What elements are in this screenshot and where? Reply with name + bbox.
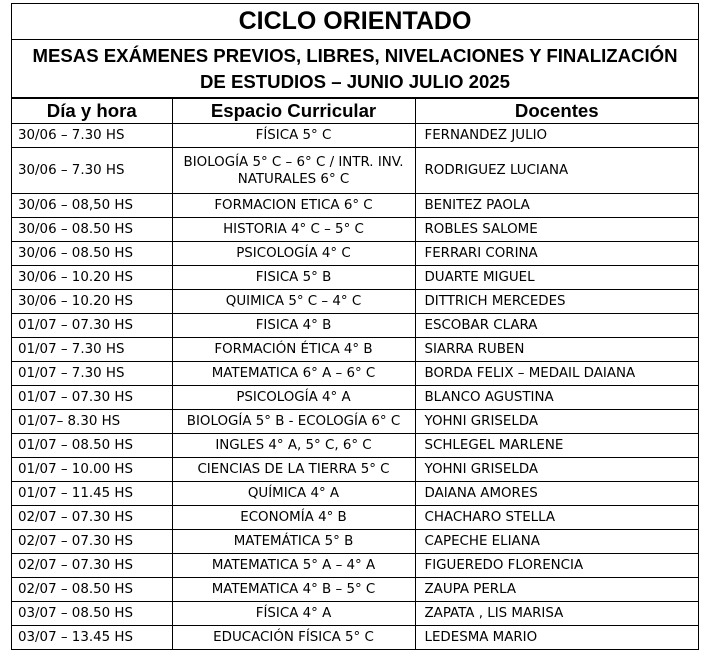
cell-subject: INGLES 4° A, 5° C, 6° C [172,434,415,458]
table-row [12,362,698,386]
table-row [12,290,698,314]
cell-teacher: ROBLES SALOME [415,218,698,242]
cell-teacher: RODRIGUEZ LUCIANA [415,148,698,194]
cell-teacher: FERNANDEZ JULIO [415,124,698,148]
cell-date-time: 30/06 – 7.30 HS [12,148,172,194]
cell-date-time: 01/07 – 07.30 HS [12,314,172,338]
cell-date-time: 30/06 – 10.20 HS [12,290,172,314]
table-row [12,554,698,578]
table-row [12,410,698,434]
cell-subject: MATEMATICA 5° A – 4° A [172,554,415,578]
cell-teacher: SIARRA RUBEN [415,338,698,362]
table-row [12,482,698,506]
cell-date-time: 03/07 – 13.45 HS [12,626,172,650]
cell-teacher: DUARTE MIGUEL [415,266,698,290]
cell-subject: PSICOLOGÍA 4° A [172,386,415,410]
cell-date-time: 01/07– 8.30 HS [12,410,172,434]
cell-date-time: 01/07 – 07.30 HS [12,386,172,410]
cell-subject: PSICOLOGÍA 4° C [172,242,415,266]
cell-subject: MATEMATICA 4° B – 5° C [172,578,415,602]
header-teachers: Docentes [415,99,698,124]
cell-date-time: 30/06 – 7.30 HS [12,124,172,148]
cell-teacher: SCHLEGEL MARLENE [415,434,698,458]
cell-teacher: YOHNI GRISELDA [415,410,698,434]
table-row [12,124,698,148]
cell-subject: FISICA 4° B [172,314,415,338]
table-row [12,194,698,218]
cell-teacher: DAIANA AMORES [415,482,698,506]
cell-teacher: FIGUEREDO FLORENCIA [415,554,698,578]
cell-subject: QUIMICA 5° C – 4° C [172,290,415,314]
cell-teacher: CHACHARO STELLA [415,506,698,530]
cell-subject: FORMACION ETICA 6° C [172,194,415,218]
cell-subject: BIOLOGÍA 5° C – 6° C / INTR. INV. NATURALES 6° C [172,148,415,194]
table-row [12,338,698,362]
page-title: CICLO ORIENTADO [12,4,698,40]
subtitle-line-1: MESAS EXÁMENES PREVIOS, LIBRES, NIVELACIONES Y FINALIZACIÓN [32,45,678,66]
cell-subject: FORMACIÓN ÉTICA 4° B [172,338,415,362]
cell-teacher: YOHNI GRISELDA [415,458,698,482]
cell-date-time: 01/07 – 7.30 HS [12,362,172,386]
table-body [12,124,698,650]
header-date-time: Día y hora [12,99,172,124]
cell-subject: QUÍMICA 4° A [172,482,415,506]
table-row [12,314,698,338]
header-subject: Espacio Curricular [172,99,415,124]
cell-date-time: 30/06 – 10.20 HS [12,266,172,290]
cell-date-time: 03/07 – 08.50 HS [12,602,172,626]
cell-teacher: CAPECHE ELIANA [415,530,698,554]
cell-subject: EDUCACIÓN FÍSICA 5° C [172,626,415,650]
table-row [12,458,698,482]
cell-teacher: ZAUPA PERLA [415,578,698,602]
table-row [12,602,698,626]
cell-date-time: 30/06 – 08.50 HS [12,242,172,266]
table-row [12,242,698,266]
table-row [12,626,698,650]
cell-subject: HISTORIA 4° C – 5° C [172,218,415,242]
table-row [12,578,698,602]
cell-date-time: 02/07 – 07.30 HS [12,530,172,554]
cell-teacher: LEDESMA MARIO [415,626,698,650]
cell-date-time: 01/07 – 11.45 HS [12,482,172,506]
cell-teacher: DITTRICH MERCEDES [415,290,698,314]
table-row [12,266,698,290]
exam-table [12,98,698,649]
cell-teacher: ESCOBAR CLARA [415,314,698,338]
cell-subject: MATEMATICA 6° A – 6° C [172,362,415,386]
cell-teacher: FERRARI CORINA [415,242,698,266]
cell-date-time: 02/07 – 08.50 HS [12,578,172,602]
cell-subject: FÍSICA 5° C [172,124,415,148]
table-row [12,148,698,194]
table-row [12,506,698,530]
cell-subject: CIENCIAS DE LA TIERRA 5° C [172,458,415,482]
subtitle-line-2: DE ESTUDIOS – JUNIO JULIO 2025 [200,71,510,92]
cell-subject: FISICA 5° B [172,266,415,290]
cell-subject: FÍSICA 4° A [172,602,415,626]
page-subtitle [12,40,698,98]
table-row [12,434,698,458]
cell-date-time: 02/07 – 07.30 HS [12,506,172,530]
exam-schedule-sheet [11,3,699,650]
cell-teacher: BORDA FELIX – MEDAIL DAIANA [415,362,698,386]
table-row [12,530,698,554]
table-header-row [12,99,698,124]
cell-subject: BIOLOGÍA 5° B - ECOLOGÍA 6° C [172,410,415,434]
cell-date-time: 30/06 – 08,50 HS [12,194,172,218]
cell-teacher: BLANCO AGUSTINA [415,386,698,410]
cell-subject: MATEMÁTICA 5° B [172,530,415,554]
table-row [12,218,698,242]
table-row [12,386,698,410]
cell-subject: ECONOMÍA 4° B [172,506,415,530]
cell-date-time: 30/06 – 08.50 HS [12,218,172,242]
cell-teacher: ZAPATA , LIS MARISA [415,602,698,626]
cell-date-time: 01/07 – 7.30 HS [12,338,172,362]
cell-date-time: 02/07 – 07.30 HS [12,554,172,578]
cell-date-time: 01/07 – 10.00 HS [12,458,172,482]
cell-date-time: 01/07 – 08.50 HS [12,434,172,458]
cell-teacher: BENITEZ PAOLA [415,194,698,218]
